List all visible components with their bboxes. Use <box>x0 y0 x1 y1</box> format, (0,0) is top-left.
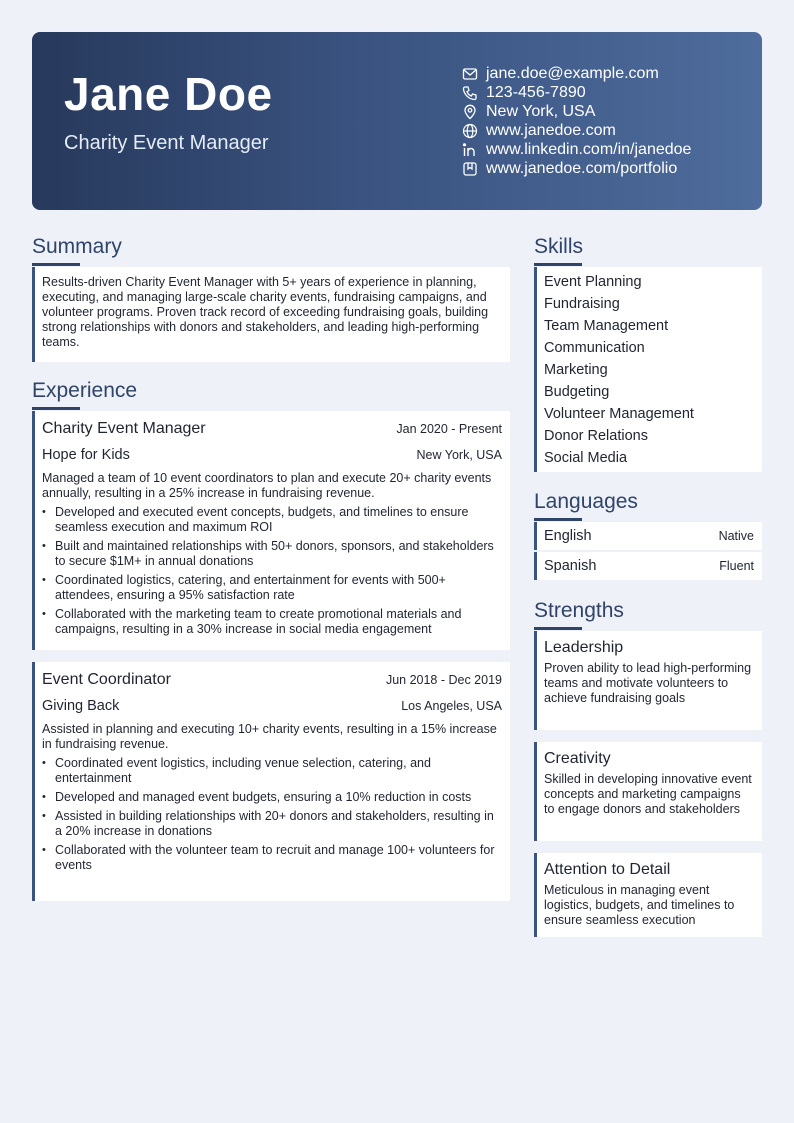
skill-item: Social Media <box>544 450 628 466</box>
skill-item: Communication <box>544 340 645 356</box>
strength-title: Creativity <box>544 750 611 767</box>
job-header-row <box>42 419 502 439</box>
skill-item: Budgeting <box>544 384 610 400</box>
skill-item: Event Planning <box>544 274 642 290</box>
strength-description: Proven ability to lead high-performing teams and motivate volunteers to achieve fundraising goals <box>544 661 752 705</box>
job-dates: Jan 2020 - Present <box>396 422 502 436</box>
contact-location-text: New York, USA <box>486 103 596 120</box>
language-level: Fluent <box>719 559 754 573</box>
language-name: Spanish <box>544 558 597 574</box>
phone-icon <box>462 85 478 101</box>
strengths-heading: Strengths <box>534 599 624 622</box>
job-company-row <box>42 697 502 715</box>
linkedin-icon <box>462 142 478 158</box>
skills-heading: Skills <box>534 235 584 258</box>
summary-heading: Summary <box>32 235 122 258</box>
job-bullet: • Assisted in building relationships with 20+ donors and stakeholders, resulting in a 20% increase in donations <box>42 809 502 839</box>
job-company: Giving Back <box>42 698 120 714</box>
job-bullet-list <box>42 505 502 637</box>
experience-entry <box>32 662 510 901</box>
job-location: Los Angeles, USA <box>401 699 502 713</box>
contact-phone-text: 123-456-7890 <box>486 84 586 101</box>
strength-title: Attention to Detail <box>544 861 671 878</box>
languages-heading: Languages <box>534 490 638 513</box>
strength-description: Meticulous in managing event logistics, budgets, and timelines to ensure seamless execution <box>544 883 735 927</box>
contact-email-text: jane.doe@example.com <box>486 65 659 82</box>
skill-item: Donor Relations <box>544 428 648 444</box>
job-description: Assisted in planning and executing 10+ charity events, resulting in a 15% increase in fundraising revenue. <box>42 722 497 751</box>
contact-list <box>462 64 691 178</box>
contact-portfolio[interactable] <box>462 159 691 178</box>
language-item <box>534 522 762 550</box>
globe-icon <box>462 123 478 139</box>
candidate-name: Jane Doe <box>64 68 273 120</box>
skill-item: Volunteer Management <box>544 406 694 422</box>
experience-heading: Experience <box>32 379 138 402</box>
skills-card <box>534 267 762 472</box>
job-company-row <box>42 446 502 464</box>
summary-text: Results-driven Charity Event Manager with 5+ years of experience in planning, executing, and managing large-scale charity events, fundraising campaigns, and volunteer programs. Proven track record of exceeding fundraising goals, building strong relationships with donors and stakeholders, and leading high-performing teams. <box>42 275 489 349</box>
job-bullet-list <box>42 756 502 873</box>
job-dates: Jun 2018 - Dec 2019 <box>385 673 502 687</box>
job-company: Hope for Kids <box>42 447 130 463</box>
strength-card <box>534 742 762 841</box>
job-bullet: • Collaborated with the marketing team to create promotional materials and campaigns, resulting in a 30% increase in social media engagement <box>42 607 502 637</box>
strength-card <box>534 631 762 730</box>
contact-website[interactable] <box>462 121 691 140</box>
job-bullet: • Built and maintained relationships with 50+ donors, sponsors, and stakeholders to secure $1M+ in annual donations <box>42 539 502 569</box>
contact-location <box>462 102 691 121</box>
job-bullet: • Collaborated with the volunteer team to recruit and manage 100+ volunteers for events <box>42 843 502 873</box>
job-title: Charity Event Manager <box>42 420 206 437</box>
job-description: Managed a team of 10 event coordinators to plan and execute 20+ charity events annually, resulting in a 25% increase in fundraising revenue. <box>42 471 492 500</box>
location-icon <box>462 104 478 120</box>
job-title: Event Coordinator <box>42 671 171 688</box>
language-level: Native <box>718 529 754 543</box>
job-header-row <box>42 670 502 690</box>
candidate-role: Charity Event Manager <box>64 132 269 154</box>
language-item <box>534 552 762 580</box>
job-location: New York, USA <box>416 448 502 462</box>
contact-phone[interactable] <box>462 83 691 102</box>
language-name: English <box>544 528 592 544</box>
contact-website-text: www.janedoe.com <box>486 122 616 139</box>
contact-email[interactable] <box>462 64 691 83</box>
mail-icon <box>462 66 478 82</box>
resume-header <box>32 32 762 210</box>
job-bullet: • Developed and managed event budgets, ensuring a 10% reduction in costs <box>42 790 502 805</box>
strength-card <box>534 853 762 937</box>
job-bullet: • Coordinated logistics, catering, and entertainment for events with 500+ attendees, ensuring a 95% satisfaction rate <box>42 573 502 603</box>
job-bullet: • Developed and executed event concepts, budgets, and timelines to ensure seamless execution and maximum ROI <box>42 505 502 535</box>
strength-description: Skilled in developing innovative event concepts and marketing campaigns to engage donors and stakeholders <box>544 772 752 816</box>
strength-title: Leadership <box>544 639 624 656</box>
portfolio-icon <box>462 161 478 177</box>
skill-item: Team Management <box>544 318 669 334</box>
skill-item: Fundraising <box>544 296 620 312</box>
contact-portfolio-text: www.janedoe.com/portfolio <box>486 160 678 177</box>
contact-linkedin[interactable] <box>462 140 691 159</box>
skill-item: Marketing <box>544 362 608 378</box>
contact-linkedin-text: www.linkedin.com/in/janedoe <box>486 141 692 158</box>
experience-entry <box>32 411 510 650</box>
summary-card <box>32 267 510 362</box>
job-bullet: • Coordinated event logistics, including venue selection, catering, and entertainment <box>42 756 502 786</box>
